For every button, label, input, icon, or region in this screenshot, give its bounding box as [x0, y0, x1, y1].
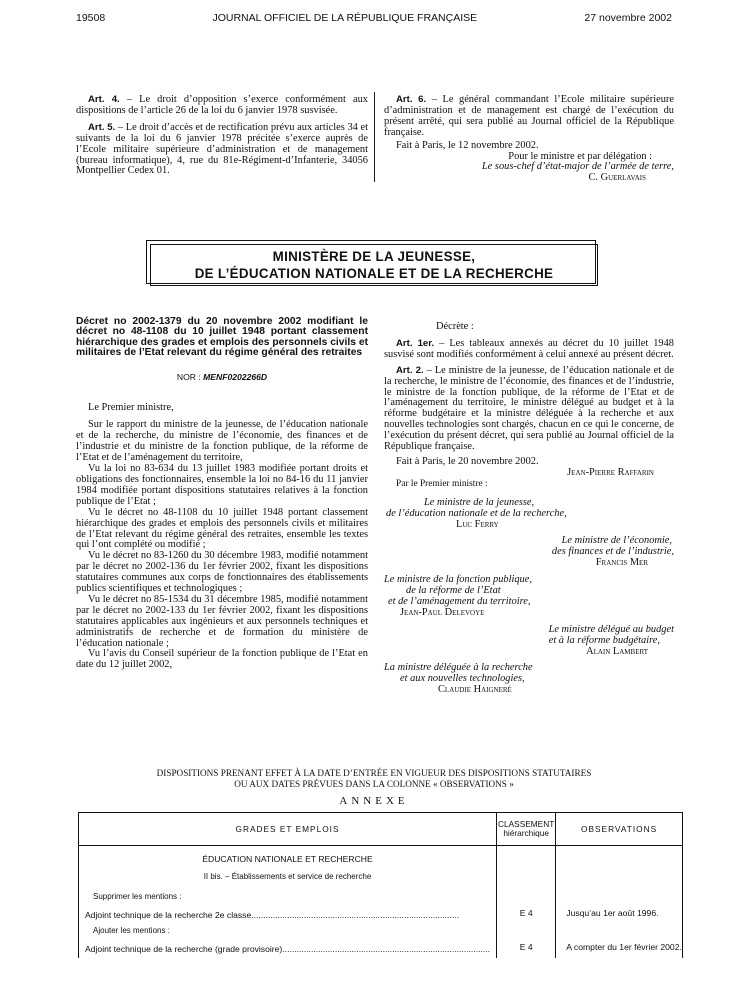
signatory-4: Le ministre délégué au budget et à la réforme budgétaire, Alain Lambert: [548, 623, 674, 657]
decree-para: Vu l’avis du Conseil supérieur de la fonction publique de l’Etat en date du 12 juillet 2002,: [76, 648, 368, 671]
decrete: Décrète :: [436, 321, 474, 332]
table-row-grade: Adjoint technique de la recherche 2e classe.......................................................................................: [85, 910, 459, 920]
annexe-dispositions: DISPOSITIONS PRENANT EFFET À LA DATE D’ENTRÉE EN VIGUEUR DES DISPOSITIONS STATUTAIRES OU AUX DATES PRÉVUES DANS LA COLONNE « OBSERVATIONS »: [156, 768, 592, 789]
column-header-observations: OBSERVATIONS: [556, 813, 683, 846]
observations-cell: [556, 846, 683, 959]
column-divider: [374, 92, 375, 182]
column-header-classement: CLASSEMENT hiérarchique: [497, 813, 556, 846]
ministry-header: [150, 244, 598, 286]
article-1: Art. 1er. – Les tableaux annexés au décret du 10 juillet 1948 susvisé sont modifiés conformément à celui annexé au présent décret.: [384, 337, 674, 360]
decree-right-column: [384, 322, 674, 696]
ajouter-label: Ajouter les mentions :: [93, 926, 170, 935]
page-header: [76, 12, 672, 28]
decree-title: Décret no 2002-1379 du 20 novembre 2002 modifiant le décret no 48-1108 du 10 juillet 1948 portant classement hiérarchique des grades et emplois des personnels civils et militaires de l’Etat relevant du régime général des retraites: [76, 316, 368, 359]
article-6: Art. 6. – Le général commandant l’Ecole militaire supérieure d’administration et de management est chargé de l’exécution du présent arrêté, qui sera publié au Journal officiel de la République française.: [384, 94, 674, 138]
fait-a-paris: Fait à Paris, le 12 novembre 2002.: [396, 139, 539, 151]
decree-para: Vu le décret no 85-1534 du 31 décembre 1985, modifié notamment par le décret no 2002-133 du 1er février 2002, fixant les dispositions statutaires applicables aux ingénieurs et aux personnels techniques et administratifs de recherche et de formation du ministère de l’éducation nationale ;: [76, 593, 368, 649]
table-row-class: E 4: [519, 942, 533, 952]
table-body-row: [79, 846, 683, 959]
nor-reference: NOR : MENF0202266D: [176, 371, 268, 382]
table-subsection: II bis. – Établissements et service de recherche: [203, 872, 372, 881]
fait-a-paris-2: Fait à Paris, le 20 novembre 2002.: [396, 455, 539, 467]
grades-cell: [79, 846, 497, 959]
signature-name: C. Guerlavais: [588, 172, 646, 184]
decree-left-column: [76, 317, 368, 671]
table-row-class: E 4: [519, 908, 533, 918]
signature-pour: Pour le ministre et par délégation :: [508, 150, 652, 162]
top-right-column: [384, 95, 674, 184]
signatory-1: Le ministre de la jeunesse, de l’éducation nationale et de la recherche, Luc Ferry: [386, 496, 567, 530]
classement-cell: [497, 846, 556, 959]
article-5: Art. 5. – Le droit d’accès et de rectification prévu aux articles 34 et suivants de la loi du 6 janvier 1978 précitée s’exerce auprès de l’Ecole militaire supérieure d’administration et de management (bureau informatique), 4, rue du 81e-Régiment-d’Infanterie, 34056 Montpellier Cedex 01.: [76, 121, 368, 177]
journal-title: JOURNAL OFFICIEL DE LA RÉPUBLIQUE FRANÇAISE: [212, 12, 478, 24]
decree-para: Le Premier ministre,: [88, 401, 174, 413]
decree-para: Vu le décret no 83-1260 du 30 décembre 1983, modifié notamment par le décret no 2002-136 du 1er février 2002, fixant les dispositions statutaires communes aux corps de fonctionnaires des établissements publics scientifiques et technologiques ;: [76, 550, 368, 595]
annexe-table: [78, 812, 683, 958]
table-section: ÉDUCATION NATIONALE ET RECHERCHE: [202, 854, 373, 864]
column-header-grades: GRADES ET EMPLOIS: [79, 813, 497, 846]
article-4: Art. 4. – Le droit d’opposition s’exerce conformément aux dispositions de l’article 26 de la loi du 6 janvier 1978 susvisée.: [76, 94, 368, 116]
pm-name: Jean-Pierre Raffarin: [567, 466, 654, 478]
table-header-row: [79, 813, 683, 846]
issue-date: 27 novembre 2002: [584, 12, 672, 24]
supprimer-label: Supprimer les mentions :: [93, 892, 182, 901]
page-number: 19508: [76, 12, 106, 24]
signature-role: Le sous-chef d’état-major de l’armée de terre,: [481, 161, 674, 173]
ministry-title: MINISTÈRE DE LA JEUNESSE, DE L’ÉDUCATION NATIONALE ET DE LA RECHERCHE: [194, 249, 554, 281]
table-row-obs: Jusqu’au 1er août 1996.: [566, 908, 659, 918]
signatory-5: La ministre déléguée à la recherche et aux nouvelles technologies, Claudie Haigneré: [384, 662, 533, 696]
top-left-column: [76, 95, 368, 177]
table-row-grade: Adjoint technique de la recherche (grade provisoire).......................................................................................: [85, 944, 491, 954]
article-2: Art. 2. – Le ministre de la jeunesse, de l’éducation nationale et de la recherche, le ministre de l’économie, des finances et de l’industrie, le ministre de la fonction publique, de la réforme de l’Etat et de l’aménagement du territoire, le ministre délégué au budget et à la réforme budgétaire et la ministre déléguée à la recherche et aux nouvelles technologies sont chargés, chacun en ce qui le concerne, de l’exécution du présent décret, qui sera publié au Journal officiel de la République française.: [384, 364, 674, 453]
decree-para: Sur le rapport du ministre de la jeunesse, de l’éducation nationale et de la recherche, du ministre de l’économie, des finances et de l’industrie et du ministre de la fonction publique, de la réforme de l’Etat et de l’aménagement du territoire,: [76, 419, 368, 464]
decree-para: Vu le décret no 48-1108 du 10 juillet 1948 portant classement hiérarchique des grades et emplois des personnels civils et militaires de l’Etat relevant du régime général des retraites, ensemble les textes qui l’ont complété ou modifié ;: [76, 506, 368, 551]
signatory-2: Le ministre de l’économie, des finances et de l’industrie, Francis Mer: [551, 535, 674, 569]
par-premier-ministre: Par le Premier ministre :: [396, 478, 488, 489]
signatory-3: Le ministre de la fonction publique, de la réforme de l’Etat et de l’aménagement du territoire, Jean-Paul Delevoye: [384, 574, 532, 618]
decree-para: Vu la loi no 83-634 du 13 juillet 1983 modifiée portant droits et obligations des fonctionnaires, ensemble la loi no 84-16 du 11 janvier 1984 modifiée portant dispositions statutaires relatives à la fonction publique de l’Etat ;: [76, 463, 368, 507]
table-row-obs: A compter du 1er février 2002.: [566, 942, 682, 952]
annexe-title: ANNEXE: [339, 795, 409, 807]
